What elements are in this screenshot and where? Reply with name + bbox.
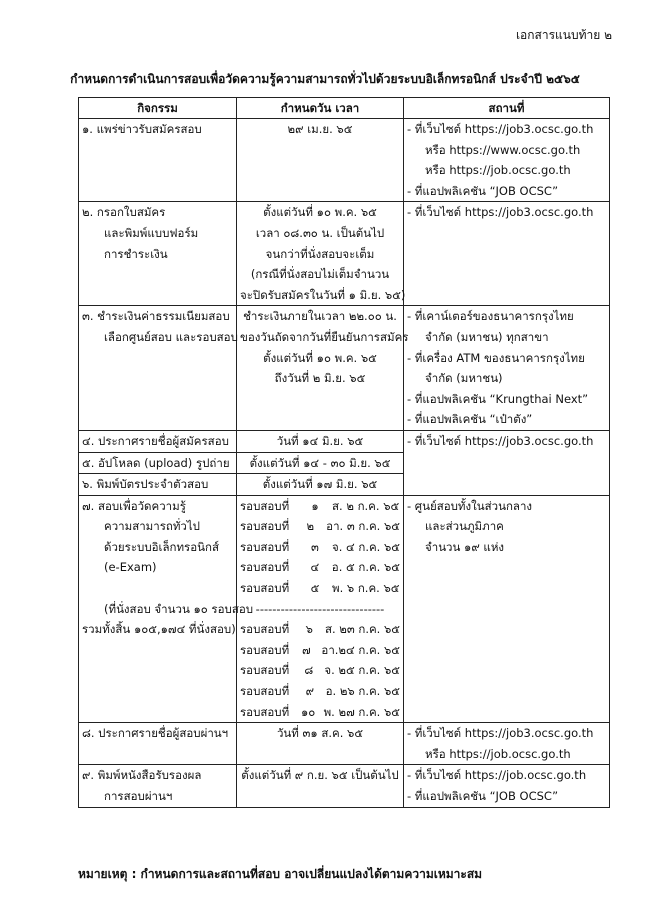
activity-text: ๒. กรอกใบสมัคร xyxy=(82,205,166,220)
date-cell xyxy=(237,452,404,474)
table-header-row xyxy=(79,98,610,119)
table-row xyxy=(79,119,610,202)
date-cell xyxy=(237,765,404,807)
date-text: ของวันถัดจากวันที่ยืนยันการสมัคร xyxy=(240,329,409,344)
date-cell xyxy=(237,202,404,306)
header-activity: กิจกรรม xyxy=(79,98,237,119)
place-cell xyxy=(404,202,610,306)
activity-text: การสอบผ่านฯ xyxy=(104,789,173,803)
place-text: จำกัด (มหาชน) xyxy=(425,371,503,386)
date-cell xyxy=(237,474,404,496)
exam-round: รอบสอบที่ ๖ ส. ๒๓ ก.ค. ๖๕ xyxy=(240,622,400,637)
place-text: - ที่แอปพลิเคชัน “JOB OCSC” xyxy=(407,183,559,198)
exam-round: รอบสอบที่ ๗ อา.๒๔ ก.ค. ๖๕ xyxy=(240,642,400,657)
exam-round: รอบสอบที่ ๘ จ. ๒๕ ก.ค. ๖๕ xyxy=(240,663,400,678)
place-text: - ที่เว็บไซต์ https://job3.ocsc.go.th xyxy=(407,433,594,448)
place-text: - ที่แอปพลิเคชัน “JOB OCSC” xyxy=(407,789,559,803)
seats-note: รวมทั้งสิ้น ๑๐๕,๑๗๔ ที่นั่งสอบ) xyxy=(82,622,236,637)
table-row xyxy=(79,765,610,807)
place-text: หรือ https://job.ocsc.go.th xyxy=(425,163,571,178)
attachment-label: เอกสารแนบท้าย ๒ xyxy=(515,28,612,42)
date-text: ตั้งแต่วันที่ ๑๐ พ.ค. ๖๕ xyxy=(263,350,377,365)
activity-text: ๑. แพร่ข่าวรับสมัครสอบ xyxy=(82,122,202,136)
date-text: ตั้งแต่วันที่ ๑๗ มิ.ย. ๖๕ xyxy=(262,477,378,492)
place-text: จำนวน ๑๙ แห่ง xyxy=(425,539,505,554)
activity-text: ๔. ประกาศรายชื่อผู้สมัครสอบ xyxy=(82,433,229,448)
date-text: ตั้งแต่วันที่ ๑๔ - ๓๐ มิ.ย. ๖๕ xyxy=(249,455,391,470)
activity-text: ๓. ชำระเงินค่าธรรมเนียมสอบ xyxy=(82,309,230,324)
activity-text: การชำระเงิน xyxy=(104,246,168,261)
header-datetime: กำหนดวัน เวลา xyxy=(237,98,404,119)
date-cell xyxy=(237,495,404,723)
activity-text: ๕. อัปโหลด (upload) รูปถ่าย xyxy=(82,455,230,470)
header-place: สถานที่ xyxy=(404,98,610,119)
activity-cell xyxy=(79,119,237,202)
place-cell xyxy=(404,430,610,495)
activity-cell xyxy=(79,306,237,431)
place-text: - ที่เว็บไซต์ https://job3.ocsc.go.th xyxy=(407,122,594,136)
activity-text: เลือกศูนย์สอบ และรอบสอบ xyxy=(104,329,238,344)
activity-text: และพิมพ์แบบฟอร์ม xyxy=(104,225,199,240)
activity-cell xyxy=(79,474,237,496)
activity-text: ๖. พิมพ์บัตรประจำตัวสอบ xyxy=(82,477,209,492)
exam-round: รอบสอบที่ ๙ อ. ๒๖ ก.ค. ๖๕ xyxy=(240,684,400,699)
activity-text: ๗. สอบเพื่อวัดความรู้ xyxy=(82,498,186,513)
date-cell xyxy=(237,723,404,765)
date-text: ตั้งแต่วันที่ ๙ ก.ย. ๖๕ เป็นต้นไป xyxy=(241,768,399,783)
activity-cell xyxy=(79,723,237,765)
date-text: ถึงวันที่ ๒ มิ.ย. ๖๕ xyxy=(274,371,366,386)
activity-text: ๙. พิมพ์หนังสือรับรองผล xyxy=(82,768,202,783)
place-cell xyxy=(404,306,610,431)
activity-cell xyxy=(79,202,237,306)
exam-round: รอบสอบที่ ๕ พ. ๖ ก.ค. ๖๕ xyxy=(240,581,400,596)
activity-cell xyxy=(79,452,237,474)
table-row xyxy=(79,495,610,723)
exam-round: รอบสอบที่ ๒ อา. ๓ ก.ค. ๖๕ xyxy=(240,519,400,534)
place-cell xyxy=(404,119,610,202)
table-row xyxy=(79,723,610,765)
place-cell xyxy=(404,765,610,807)
place-text: หรือ https://www.ocsc.go.th xyxy=(425,142,581,157)
date-cell xyxy=(237,119,404,202)
activity-cell xyxy=(79,495,254,723)
exam-round: รอบสอบที่ ๔ อ. ๕ ก.ค. ๖๕ xyxy=(240,560,400,575)
table-row xyxy=(79,202,610,306)
activity-text: ๘. ประกาศรายชื่อผู้สอบผ่านฯ xyxy=(82,726,229,741)
date-text: วันที่ ๓๑ ส.ค. ๖๕ xyxy=(276,726,364,741)
date-text: จนกว่าที่นั่งสอบจะเต็ม xyxy=(265,246,375,261)
place-text: จำกัด (มหาชน) ทุกสาขา xyxy=(425,329,549,344)
round-separator: ------------------------------- xyxy=(255,601,385,616)
place-text: - ที่เครื่อง ATM ของธนาคารกรุงไทย xyxy=(407,350,585,365)
footnote: หมายเหตุ : กำหนดการและสถานที่สอบ อาจเปลี่ยนแปลงได้ตามความเหมาะสม xyxy=(78,867,483,881)
place-text: หรือ https://job.ocsc.go.th xyxy=(425,746,571,761)
date-text: เวลา ๐๘.๓๐ น. เป็นต้นไป xyxy=(255,225,385,240)
page-title: กำหนดการดำเนินการสอบเพื่อวัดความรู้ความสามารถทั่วไปด้วยระบบอิเล็กทรอนิกส์ ประจำปี ๒๕๖๕ xyxy=(70,72,580,86)
date-text: ตั้งแต่วันที่ ๑๐ พ.ค. ๖๕ xyxy=(263,205,377,220)
place-cell xyxy=(404,495,610,723)
place-text: - ที่แอปพลิเคชัน “เป๋าตัง” xyxy=(407,412,533,427)
date-text: (กรณีที่นั่งสอบไม่เต็มจำนวน xyxy=(250,267,390,282)
activity-text: ความสามารถทั่วไป xyxy=(104,519,200,534)
place-text: - ที่แอปพลิเคชัน “Krungthai Next” xyxy=(407,391,589,406)
exam-round: รอบสอบที่ ๓ จ. ๔ ก.ค. ๖๕ xyxy=(240,539,400,554)
table-row xyxy=(79,430,610,452)
activity-text: (e-Exam) xyxy=(104,560,157,575)
place-text: - ที่เว็บไซต์ https://job3.ocsc.go.th xyxy=(407,205,594,220)
schedule-table xyxy=(78,97,610,808)
date-cell xyxy=(237,430,404,452)
place-text: - ศูนย์สอบทั้งในส่วนกลาง xyxy=(407,498,533,513)
exam-round: รอบสอบที่ ๑๐ พ. ๒๗ ก.ค. ๖๕ xyxy=(240,704,400,719)
activity-text: ด้วยระบบอิเล็กทรอนิกส์ xyxy=(104,539,219,554)
place-cell xyxy=(404,723,610,765)
date-text: ๒๙ เม.ย. ๖๕ xyxy=(287,122,353,136)
place-text: - ที่เว็บไซต์ https://job3.ocsc.go.th xyxy=(407,726,594,741)
place-text: - ที่เว็บไซต์ https://job.ocsc.go.th xyxy=(407,768,587,783)
seats-note: (ที่นั่งสอบ จำนวน ๑๐ รอบสอบ xyxy=(104,601,254,616)
activity-cell xyxy=(79,765,237,807)
table-row xyxy=(79,306,610,431)
exam-round: รอบสอบที่ ๑ ส. ๒ ก.ค. ๖๕ xyxy=(240,498,400,513)
date-text: จะปิดรับสมัครในวันที่ ๑ มิ.ย. ๖๕) xyxy=(240,287,406,302)
place-text: - ที่เคาน์เตอร์ของธนาคารกรุงไทย xyxy=(407,309,574,324)
place-text: และส่วนภูมิภาค xyxy=(425,519,504,534)
date-text: วันที่ ๑๔ มิ.ย. ๖๕ xyxy=(276,433,364,448)
date-text: ชำระเงินภายในเวลา ๒๒.๐๐ น. xyxy=(243,309,397,324)
date-cell xyxy=(237,306,409,431)
activity-cell xyxy=(79,430,237,452)
